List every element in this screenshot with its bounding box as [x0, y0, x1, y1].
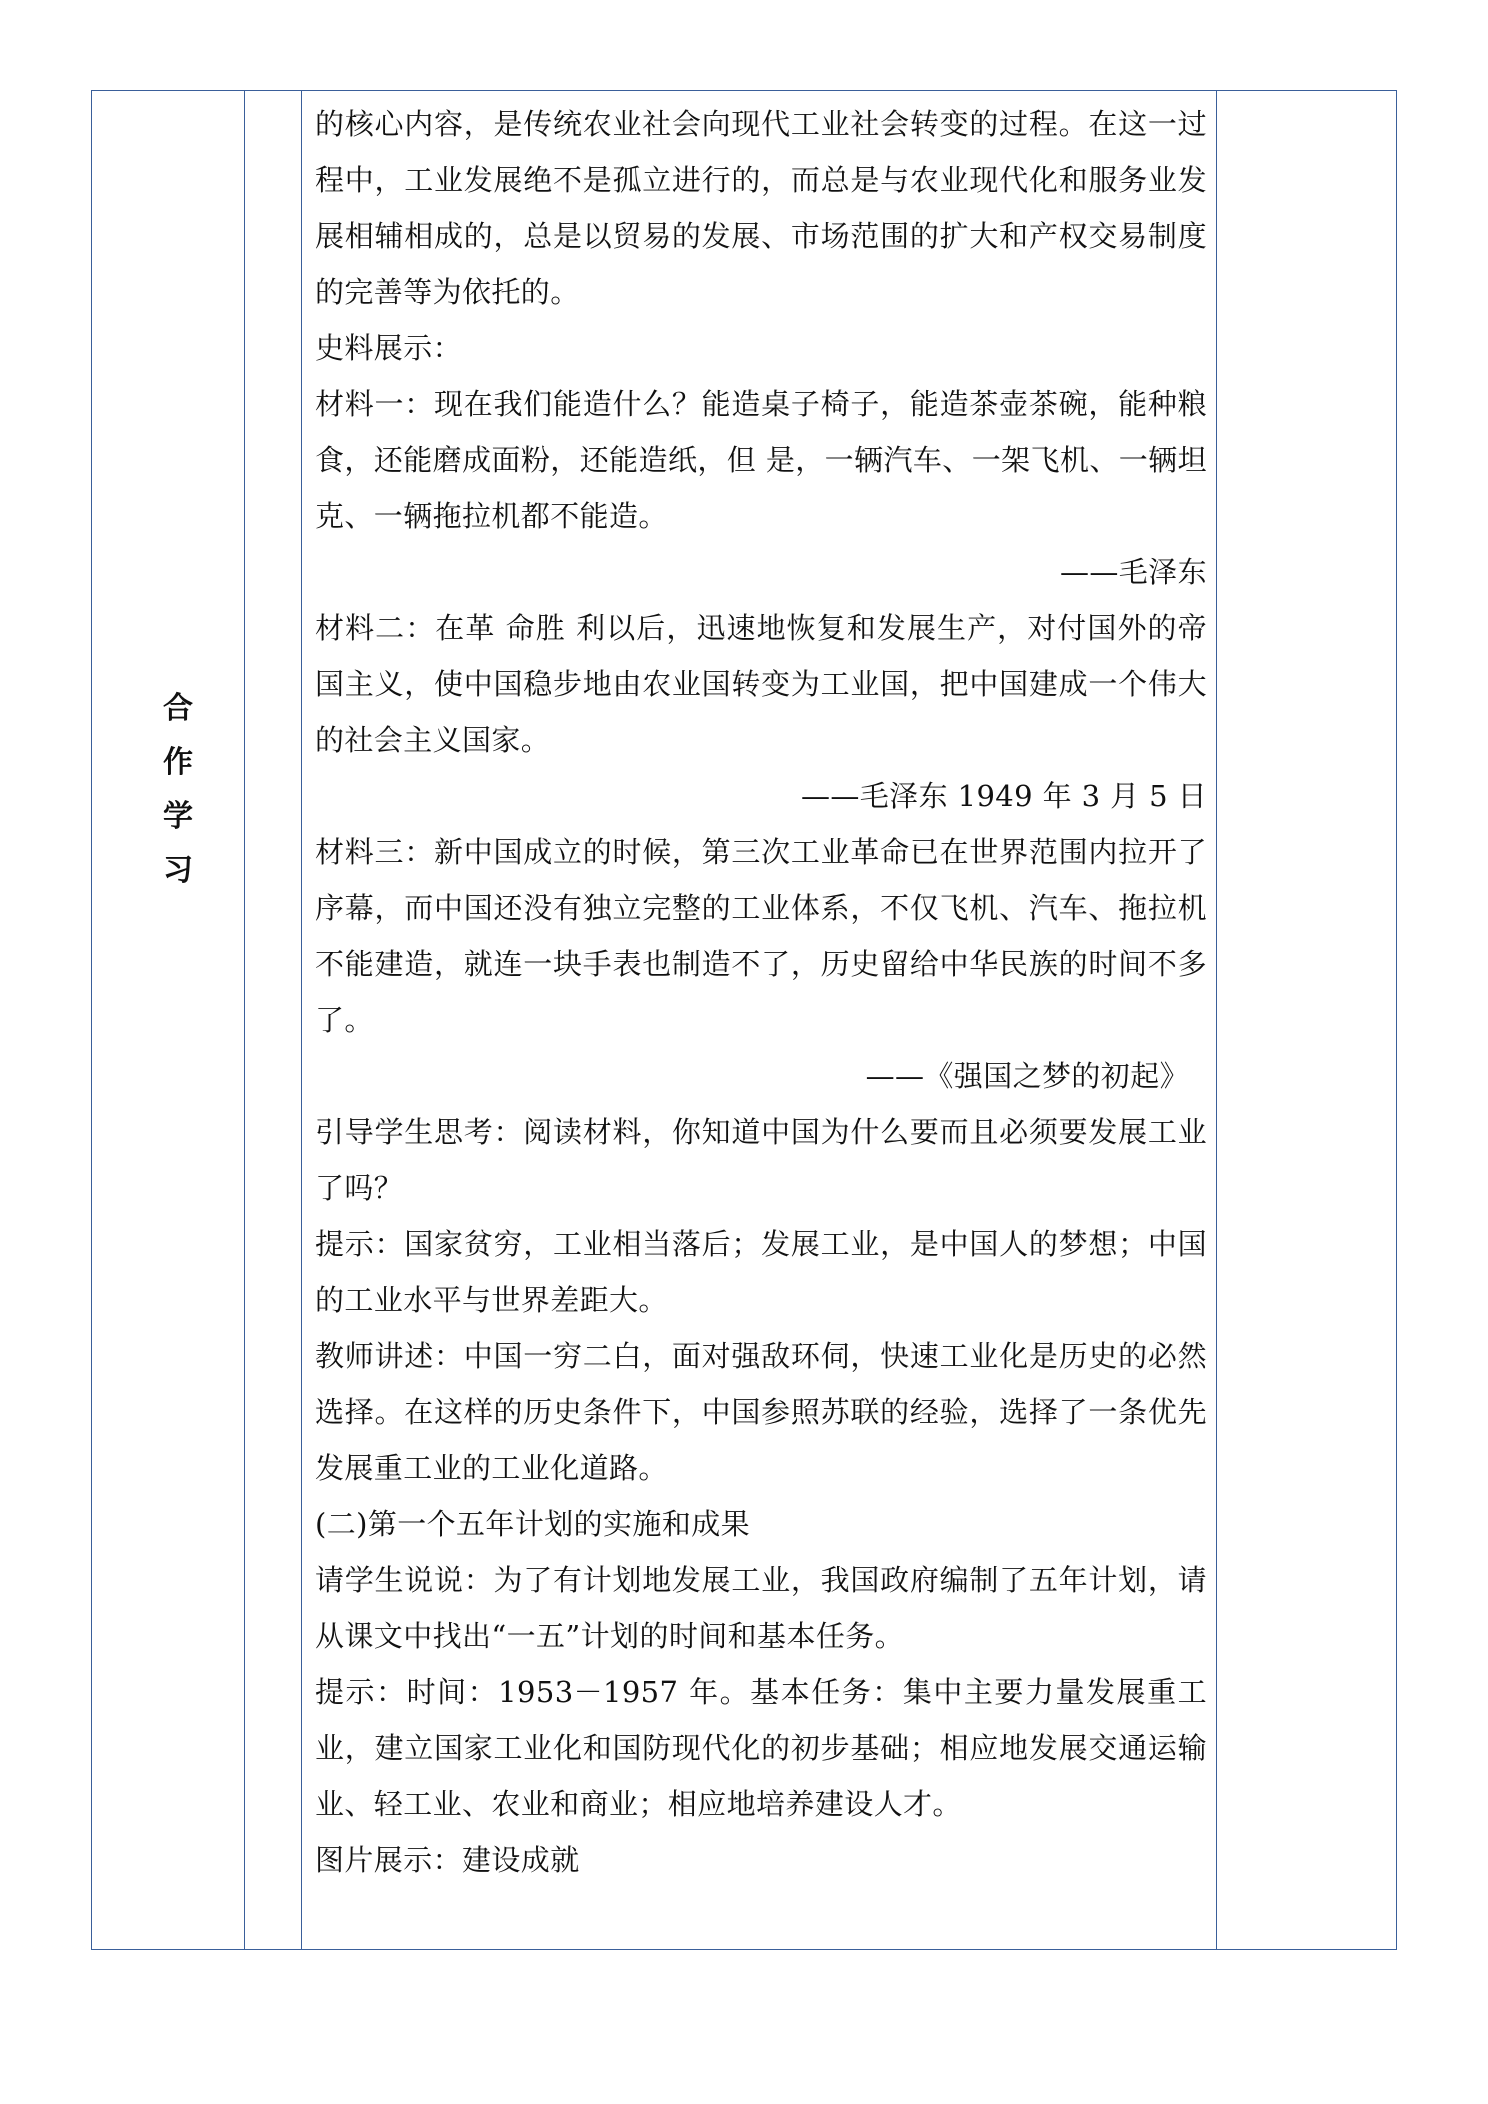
teacher-narration: 教师讲述：中国一穷二白，面对强敌环伺，快速工业化是历史的必然选择。在这样的历史条件下，中国参照苏联的经验，选择了一条优先发展重工业的工业化道路。 [315, 1339, 1207, 1485]
subsection-heading: (二)第一个五年计划的实施和成果 [315, 1507, 751, 1541]
material-one: 材料一：现在我们能造什么？能造桌子椅子，能造茶壶茶碗，能种粮食，还能磨成面粉，还能造纸，但 是，一辆汽车、一架飞机、一辆坦克、一辆拖拉机都不能造。 [315, 387, 1207, 533]
column-divider [1216, 91, 1217, 1949]
section-label-cooperative-learning [152, 682, 204, 898]
material-two-source: ——毛泽东 1949 年 3 月 5 日 [800, 779, 1207, 813]
hint-two: 提示：时间：1953－1957 年。基本任务：集中主要力量发展重工业，建立国家工业化和国防现代化的初步基础；相应地发展交通运输业、轻工业、农业和商业；相应地培养建设人才。 [315, 1675, 1207, 1821]
material-three: 材料三：新中国成立的时候，第三次工业革命已在世界范围内拉开了序幕，而中国还没有独立完整的工业体系，不仅飞机、汽车、拖拉机不能建造，就连一块手表也制造不了，历史留给中华民族的时间不多了。 [315, 835, 1207, 1037]
hint-one: 提示：国家贫穷，工业相当落后；发展工业，是中国人的梦想；中国的工业水平与世界差距大。 [315, 1227, 1207, 1317]
material-two: 材料二：在革 命胜 利以后，迅速地恢复和发展生产，对付国外的帝国主义，使中国稳步地由农业国转变为工业国，把中国建成一个伟大的社会主义国家。 [315, 611, 1207, 757]
section-label-char: 合 [163, 691, 193, 726]
historical-materials-heading: 史料展示： [315, 331, 463, 365]
guided-question: 引导学生思考：阅读材料，你知道中国为什么要而且必须要发展工业了吗？ [315, 1115, 1207, 1205]
section-label-char: 作 [163, 745, 193, 780]
section-label-char: 学 [163, 799, 193, 834]
column-divider [244, 91, 245, 1949]
material-one-source: ——毛泽东 [1059, 555, 1207, 589]
lesson-content [315, 96, 1207, 1888]
section-label-char: 习 [163, 853, 193, 888]
intro-paragraph: 的核心内容，是传统农业社会向现代工业社会转变的过程。在这一过程中，工业发展绝不是孤立进行的，而总是与农业现代化和服务业发展相辅相成的，总是以贸易的发展、市场范围的扩大和产权交易制度的完善等为依托的。 [315, 107, 1207, 309]
column-divider [301, 91, 302, 1949]
student-task: 请学生说说：为了有计划地发展工业，我国政府编制了五年计划，请从课文中找出“一五”计划的时间和基本任务。 [315, 1563, 1207, 1653]
material-three-source: ——《强国之梦的初起》 [865, 1059, 1189, 1093]
picture-display: 图片展示：建设成就 [315, 1843, 580, 1877]
